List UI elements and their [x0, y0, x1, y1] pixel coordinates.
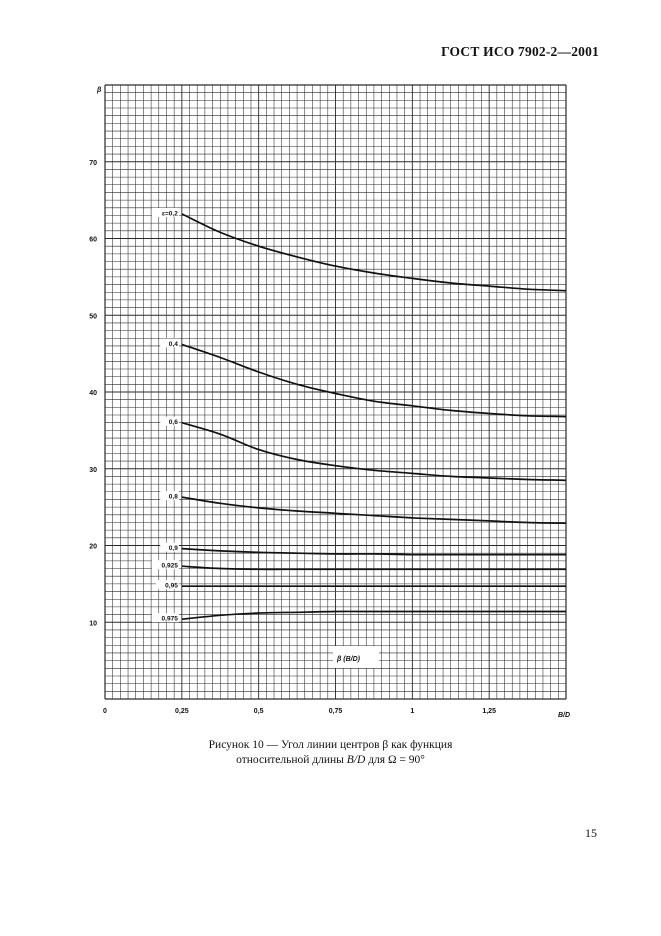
- curve-label-0,95: 0,95: [165, 582, 178, 590]
- y-axis-label: β: [97, 87, 102, 94]
- y-tick-label: 50: [89, 313, 97, 321]
- y-tick-label: 30: [89, 466, 97, 474]
- chart-curve-labels: [152, 208, 179, 623]
- curve-label-0,925: 0,925: [161, 562, 178, 570]
- x-tick-label: 1,25: [482, 708, 496, 715]
- x-tick-label: 0,25: [175, 708, 189, 715]
- caption-line-1: Рисунок 10 — Угол линии центров β как функция: [208, 739, 453, 751]
- x-tick-label: 1: [410, 708, 415, 715]
- beta-function-annotation: [333, 646, 379, 668]
- chart-grid: [105, 85, 566, 699]
- caption-line-2-prefix: относительной длины: [236, 754, 347, 766]
- curve-label-0,6: 0,6: [168, 419, 178, 427]
- caption-line-2-suffix: для Ω = 90°: [365, 754, 425, 766]
- y-tick-label: 40: [89, 390, 97, 397]
- x-axis-label: [558, 712, 570, 719]
- x-tick-label: 0,75: [328, 708, 343, 715]
- curve-label-0,975: 0,975: [161, 615, 178, 623]
- x-tick-label: 0: [103, 708, 107, 715]
- x-tick-label: 0,5: [253, 708, 264, 715]
- curve-label-0,8: 0,8: [168, 493, 178, 501]
- y-tick-label: 70: [89, 159, 97, 167]
- curve-label-0,2: ε=0,2: [161, 210, 178, 218]
- y-tick-label: 10: [89, 620, 97, 628]
- x-axis-label-text: B/D: [558, 712, 571, 719]
- caption-variable: B/D: [346, 754, 366, 766]
- annotation-text: β (B/D): [337, 656, 361, 663]
- chart-tick-labels: [89, 160, 496, 715]
- curve-label-0,9: 0,9: [168, 545, 178, 553]
- curve-label-0,4: 0,4: [168, 340, 178, 348]
- caption-line-2: [0, 753, 661, 768]
- page-number: 15: [585, 826, 597, 840]
- figure-caption: [0, 738, 661, 768]
- document-header: ГОСТ ИСО 7902-2—2001: [441, 44, 599, 59]
- y-tick-label: 60: [89, 236, 97, 244]
- y-tick-label: 20: [89, 543, 97, 551]
